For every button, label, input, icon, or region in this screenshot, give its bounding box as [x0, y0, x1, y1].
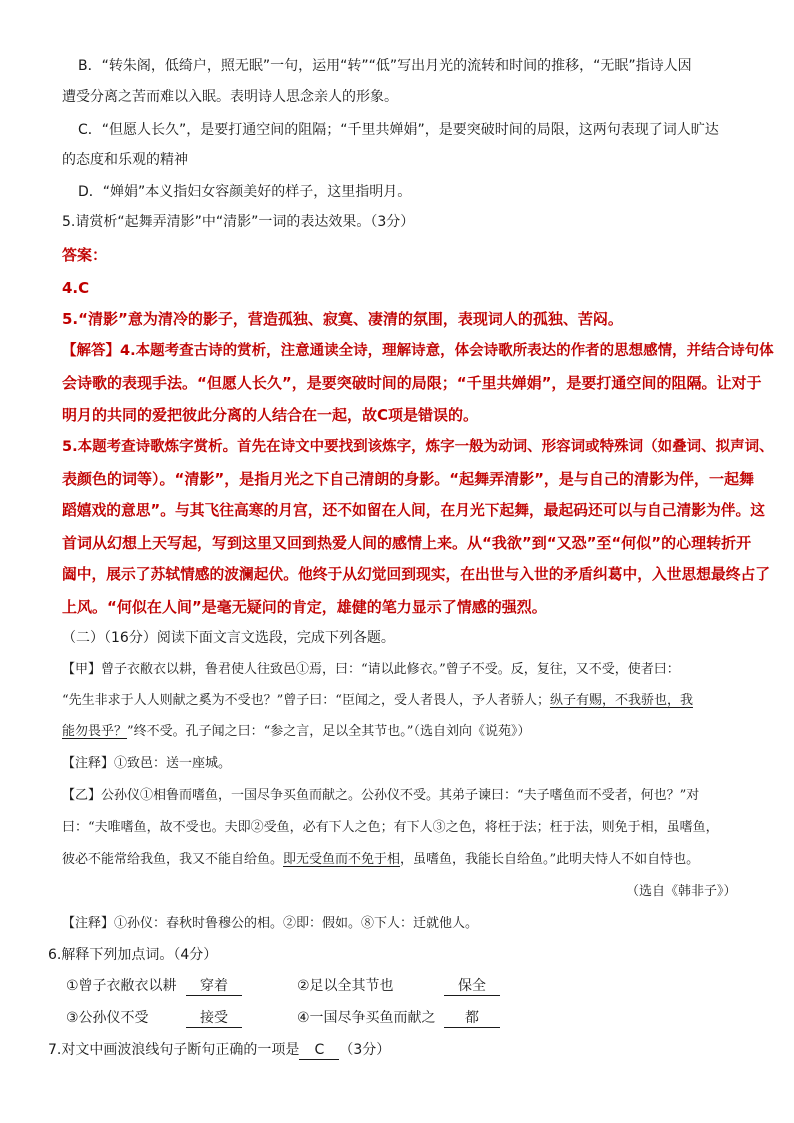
passage-yi-note: 【注释】①孙仪：春秋时鲁穆公的相。②即：假如。⑧下人：迁就他人。 — [62, 916, 479, 931]
explanation-line: 上风。“何似在人间”是毫无疑问的肯定，雄健的笔力显示了情感的强烈。 — [62, 598, 547, 616]
answer-4: 4.C — [62, 279, 90, 297]
question-7-text: 7.对文中画波浪线句子断句正确的一项是 — [48, 1042, 300, 1058]
option-c-line1: C．“但愿人长久”，是要打通空间的阻隔；“千里共婵娟”，是要突破时间的局限，这两句表现了词人旷达 — [78, 122, 719, 138]
passage-jia-line2 — [62, 691, 693, 711]
q6-item-3-label: ③公孙仪不受 — [66, 1010, 149, 1026]
question-7-score: （3分） — [339, 1042, 391, 1058]
answer-blank: C — [299, 1041, 339, 1060]
q6-item-1-label: ①曾子衣敝衣以耕 — [66, 978, 177, 994]
answer-blank: 接受 — [186, 1009, 242, 1028]
answer-blank: 穿着 — [186, 977, 242, 996]
explanation-line: 会诗歌的表现手法。“但愿人长久”，是要突破时间的局限；“千里共婵娟”，是要打通空间的阻隔。让对于 — [62, 374, 762, 392]
underlined-sentence: 能勿畏乎？ — [62, 724, 128, 739]
option-d: D．“婵娟”本义指妇女容颜美好的样子，这里指明月。 — [78, 184, 412, 200]
passage-text: 曾子曰：“臣闻之，受人者畏人，予人者骄人； — [283, 693, 550, 708]
q6-item-2-label: ②足以全其节也 — [297, 978, 394, 994]
question-6-title: 6.解释下列加点词。（4分） — [48, 947, 218, 963]
passage-text: ，虽嗜鱼，我能长自给鱼。”此明夫恃人不如自恃也。 — [400, 852, 700, 867]
option-b-line1: B．“转朱阁，低绮户，照无眠”一句，运用“转”“低”写出月光的流转和时间的推移，“无眠”指诗人因 — [78, 58, 692, 74]
answer-blank: 都 — [444, 1009, 500, 1028]
passage-yi-line3 — [62, 850, 699, 870]
passage-jia-line1: 【甲】曾子衣敝衣以耕，鲁君使人往致邑①焉，曰：“请以此修衣。”曾子不受。反，复往，又不受，使者曰： — [62, 662, 680, 677]
passage-yi-line2: 曰：“夫唯嗜鱼，故不受也。夫即②受鱼，必有下人之色；有下人③之色，将枉于法；枉于法，则免于相，虽嗜鱼， — [62, 820, 719, 835]
underlined-sentence: 即无受鱼而不免于相 — [283, 852, 401, 867]
explanation-line: 首词从幻想上天写起，写到这里又回到热爱人间的感情上来。从“我欲”到“又恐”至“何似”的心理转折开 — [62, 534, 752, 552]
answer-blank: 保全 — [444, 977, 500, 996]
q6-item-2-answer — [444, 976, 500, 996]
q6-item-1-answer — [186, 976, 242, 996]
passage-jia-note: 【注释】①致邑：送一座城。 — [62, 756, 232, 771]
q6-item-3-answer — [186, 1008, 242, 1028]
explanation-line: 蹈嬉戏的意思”。与其飞往高寒的月宫，还不如留在人间，在月光下起舞，最起码还可以与自己清影为伴。这 — [62, 502, 765, 519]
answer-label: 答案： — [62, 246, 108, 264]
explanation-line: 5.本题考查诗歌炼字赏析。首先在诗文中要找到该炼字，炼字一般为动词、形容词或特殊词（如叠词、拟声词、 — [62, 439, 774, 455]
underlined-sentence: 纵子有赐，不我骄也，我 — [549, 693, 693, 708]
option-c-line2: 的态度和乐观的精神 — [62, 152, 188, 168]
answer-5: 5.“清影”意为清冷的影子，营造孤独、寂寞、凄清的氛围，表现词人的孤独、苦闷。 — [62, 310, 623, 328]
option-b-line2: 遭受分离之苦而难以入眠。表明诗人思念亲人的形象。 — [62, 89, 398, 105]
underlined-sentence: “先生非求于人人则献之奚为不受也？” — [62, 693, 284, 708]
explanation-line: 阖中，展示了苏轼情感的波澜起伏。他终于从幻觉回到现实，在出世与入世的矛盾纠葛中，入世思想最终占了 — [62, 566, 770, 583]
question-7 — [48, 1040, 390, 1060]
q6-item-4-answer — [444, 1008, 500, 1028]
explanation-line: 【解答】4.本题考查古诗的赏析，注意通读全诗，理解诗意，体会诗歌所表达的作者的思想感情，并结合诗句体 — [62, 343, 774, 359]
q6-item-4-label: ④一国尽争买鱼而献之 — [297, 1010, 436, 1026]
passage-yi-source: （选自《韩非子》） — [626, 884, 737, 899]
explanation-line: 明月的共同的爱把彼此分离的人结合在一起，故C项是错误的。 — [62, 406, 479, 424]
passage-text: ”终不受。孔子闻之曰：“参之言，足以全其节也。”（选自刘向《说苑》） — [127, 724, 531, 739]
passage-text: 彼必不能常给我鱼，我又不能自给鱼。 — [62, 852, 284, 867]
passage-jia-line3 — [62, 722, 530, 742]
passage-yi-line1: 【乙】公孙仪①相鲁而嗜鱼，一国尽争买鱼而献之。公孙仪不受。其弟子谏曰：“夫子嗜鱼而不受者，何也？”对 — [62, 788, 700, 803]
explanation-line: 表颜色的词等）。“清影”，是指月光之下自己清朗的身影。“起舞弄清影”，是与自己的清影为伴，一起舞 — [62, 470, 754, 488]
question-5: 5.请赏析“起舞弄清影”中“清影”一词的表达效果。（3分） — [62, 214, 415, 230]
section-2-heading: （二）（16分）阅读下面文言文选段，完成下列各题。 — [62, 630, 395, 646]
